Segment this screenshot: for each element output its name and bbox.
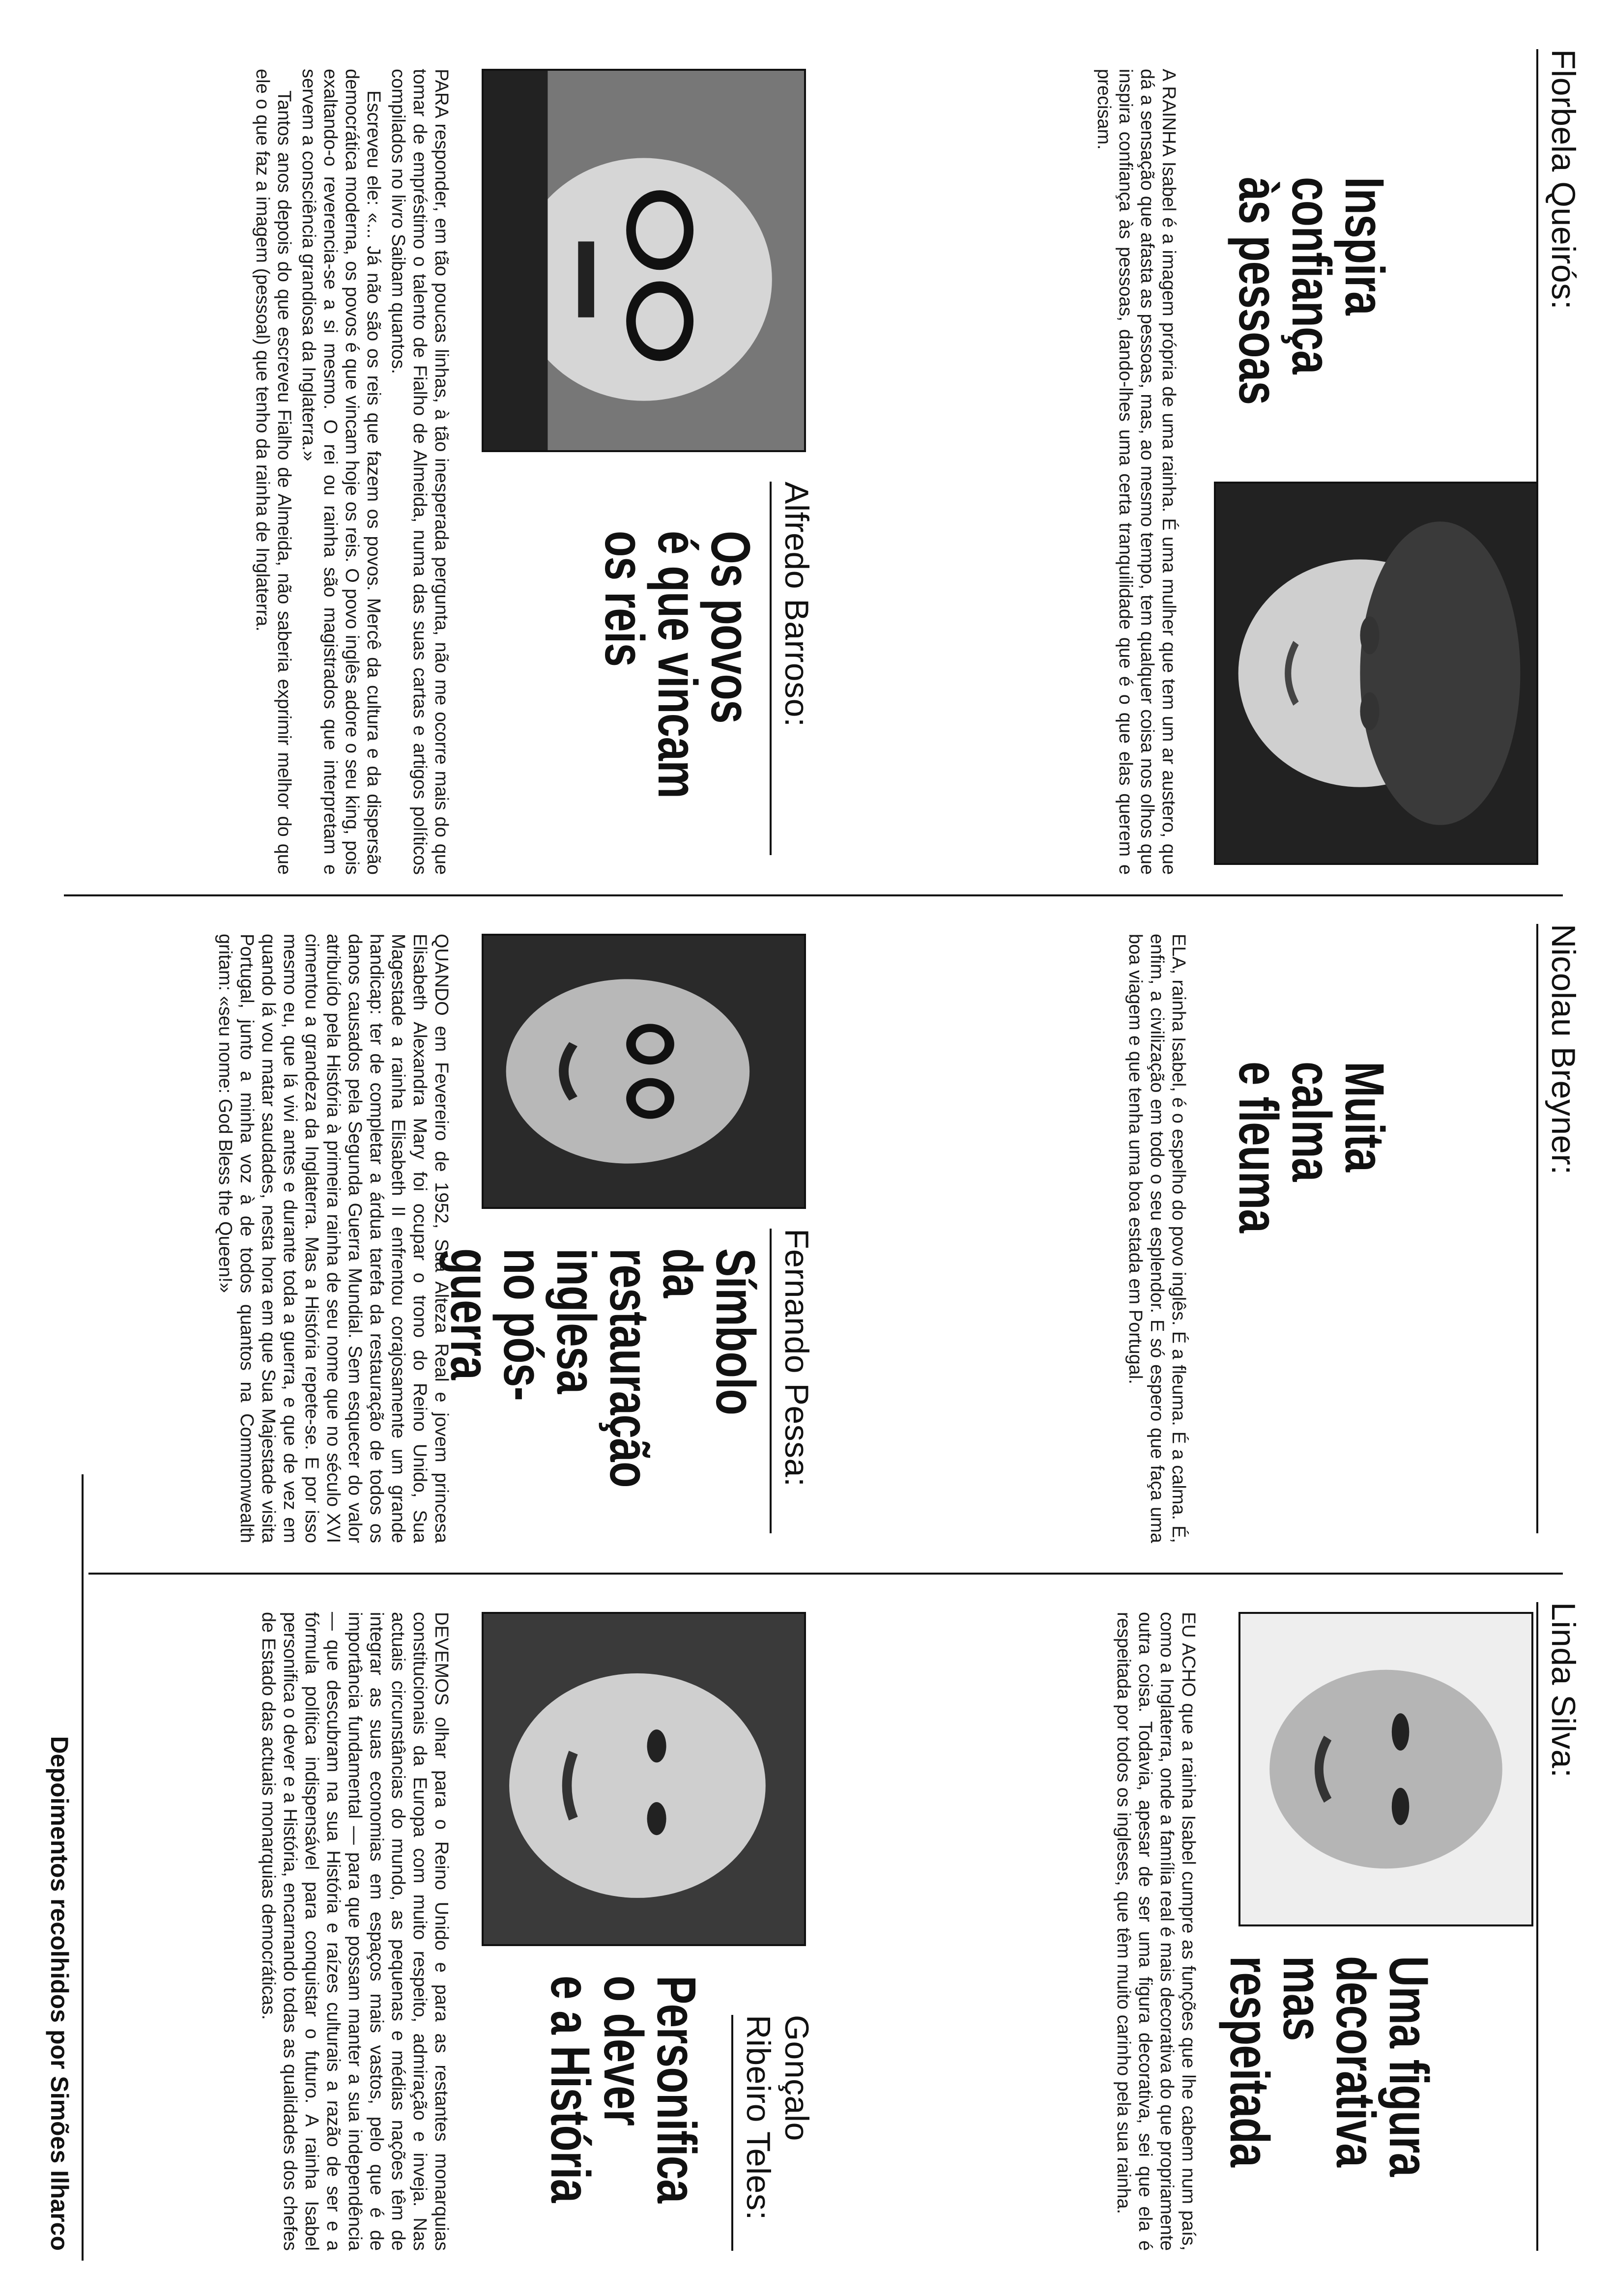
headline-line: da restauração <box>599 1248 713 1488</box>
article-body <box>255 1612 452 2251</box>
headline-line: Muita <box>1334 1062 1395 1172</box>
headline-line: e a História <box>540 1976 601 2203</box>
headline <box>439 1248 766 1488</box>
headline-line: os reis <box>594 531 655 667</box>
byline: Florbela Queirós: <box>1536 49 1583 855</box>
headline <box>1228 1062 1395 1233</box>
portrait-photo <box>482 934 806 1209</box>
article-florbela <box>855 39 1583 875</box>
portrait-photo <box>1214 482 1538 865</box>
headline-line: o dever <box>593 1976 654 2126</box>
headline-line: Os povos <box>700 531 761 723</box>
paragraph: Tantos anos depois do que escreveu Fialho de Almeida, não saberia exprimir melhor do que ele o que faz a imagem (pessoal) que tenho da rainha de Inglaterra. <box>252 69 294 875</box>
headline-line: Símbolo <box>705 1248 766 1415</box>
paragraph: QUANDO em Fevereiro de 1952, Sua Alteza Real e jovem princesa Elisabeth Alexandra Mary foi ocupar o trono do Reino Unido, Sua Magestade a rainha Elisabeth II enfrentou corajosamente um grande handicap: ter de completar a árdua tarefa da restauração de todos os danos causados pela Segunda Guerra Mundial. Sem esquecer do valor atribuído pela História à primeira rainha de seu nome que no século XVI cimentou a grandeza da Inglaterra. Mas a História repete-se. E por isso mesmo eu, que lá vivi antes e durante toda a guerra, e que de vez em quando lá vou matar saudades, nesta hora em que Sua Majestade visita Portugal, junto a minha voz à de todos quantos na Commonwealth gritam: «seu nome: God Bless the Queen!» <box>215 934 452 1543</box>
paragraph: Escreveu ele: «... Já não são os reis que fazem os povos. Mercê da cultura e da dispersão democrática moderna, os povos é que vincam hoje os reis. O povo inglês adore o seu king, pois exaltando-o reverencia-se a si mesmo. O rei ou rainha são magistrados que interpretam e servem a consciência grandiosa da Inglaterra.» <box>298 69 384 875</box>
headline-line: decorativa <box>1325 1956 1386 2167</box>
article-nicolau <box>855 914 1583 1553</box>
article-body <box>1090 69 1180 875</box>
headline-line: confiança <box>1281 177 1342 374</box>
headline-line: e fleuma <box>1228 1062 1289 1233</box>
headline <box>594 531 761 799</box>
portrait-photo <box>1238 1612 1533 1926</box>
article-body <box>1122 934 1189 1543</box>
article-goncalo <box>98 1592 816 2270</box>
byline: Fernando Pessa: <box>770 1229 816 1533</box>
headline-line: calma <box>1281 1062 1342 1181</box>
article-fernando <box>29 914 816 1553</box>
paragraph: A RAINHA Isabel é a imagem própria de uma rainha. É uma mulher que tem um ar austero, que dá a sensação que afasta as pessoas, mas, ao mesmo tempo, tem qualquer coisa nos olhos que inspira confiança às pessoas, dando-lhes uma certa tranquilidade que é o que elas querem e precisam. <box>1094 69 1179 875</box>
byline: Linda Silva: <box>1536 1602 1583 2251</box>
headline-line: inglesa <box>546 1248 607 1394</box>
article-alfredo <box>29 39 816 875</box>
paragraph: EU ACHO que a rainha Isabel cumpre as funções que lhe cabem num país, como a Inglaterra, onde a família real é mais decorativa do que propriamente outra coisa. Todavia, apesar de ser uma figura decorativa, sei que ela é respeitada por todos os ingleses, que têm muito carinho pela sua rainha. <box>1113 1612 1199 2251</box>
byline: Gonçalo Ribeiro Teles: <box>731 2015 816 2251</box>
column-divider <box>64 894 1563 896</box>
headline-line: Personifica <box>646 1976 707 2203</box>
byline: Nicolau Breyner: <box>1536 924 1583 1533</box>
credits-footer: Depoimentos recolhidos por Simões Ilharco <box>46 1736 73 2251</box>
article-body <box>211 934 452 1543</box>
headline-line: Uma figura <box>1378 1956 1439 2177</box>
headline-line: mas respeitada <box>1219 1956 1333 2167</box>
column-divider <box>88 1573 1563 1575</box>
headline <box>540 1976 707 2203</box>
headline-line: às pessoas <box>1228 177 1289 405</box>
headline-line: no pós-guerra <box>439 1248 554 1401</box>
headline <box>1228 177 1395 405</box>
footer-rule <box>82 1474 84 2261</box>
headline <box>1219 1956 1439 2201</box>
paragraph: PARA responder, em tão poucas linhas, à tão inesperada pergunta, não me ocorre mais do que tomar de empréstimo o talento de Fialho de Almeida, numa das suas cartas e artigos políticos compilados no livro Saibam quantos. <box>388 69 452 875</box>
portrait-photo <box>482 1612 806 1946</box>
headline-line: é que vincam <box>647 531 708 799</box>
headline-line: Inspira <box>1334 177 1395 315</box>
article-linda <box>855 1592 1583 2270</box>
paragraph: ELA, rainha Isabel, é o espelho do povo inglês. É a fleuma. É a calma. É, enfim, a civilização em todo o seu esplendor. E só espero que faça uma boa viagem e que tenha uma boa estada em Portugal. <box>1125 934 1189 1543</box>
paragraph: DEVEMOS olhar para o Reino Unido e para as restantes monarquias constitucionais da Europa com muito respeito, admiração e inveja. Nas actuais circunstâncias do mundo, as pequenas e médias nações têm de integrar as suas economias em espaços mais vastos, pelo que é de importância fundamental — para que possam manter a sua independência — que descubram na sua História e raízes culturais a razão de ser e a fórmula política indispensável para conquistar o futuro. A rainha Isabel personifica o dever e a História, encarnando todas as qualidades dos chefes de Estado das actuais monarquias democráticas. <box>258 1612 452 2251</box>
portrait-photo <box>482 69 806 452</box>
article-body <box>249 69 452 875</box>
byline: Alfredo Barroso: <box>770 482 816 855</box>
article-body <box>1110 1612 1199 2251</box>
